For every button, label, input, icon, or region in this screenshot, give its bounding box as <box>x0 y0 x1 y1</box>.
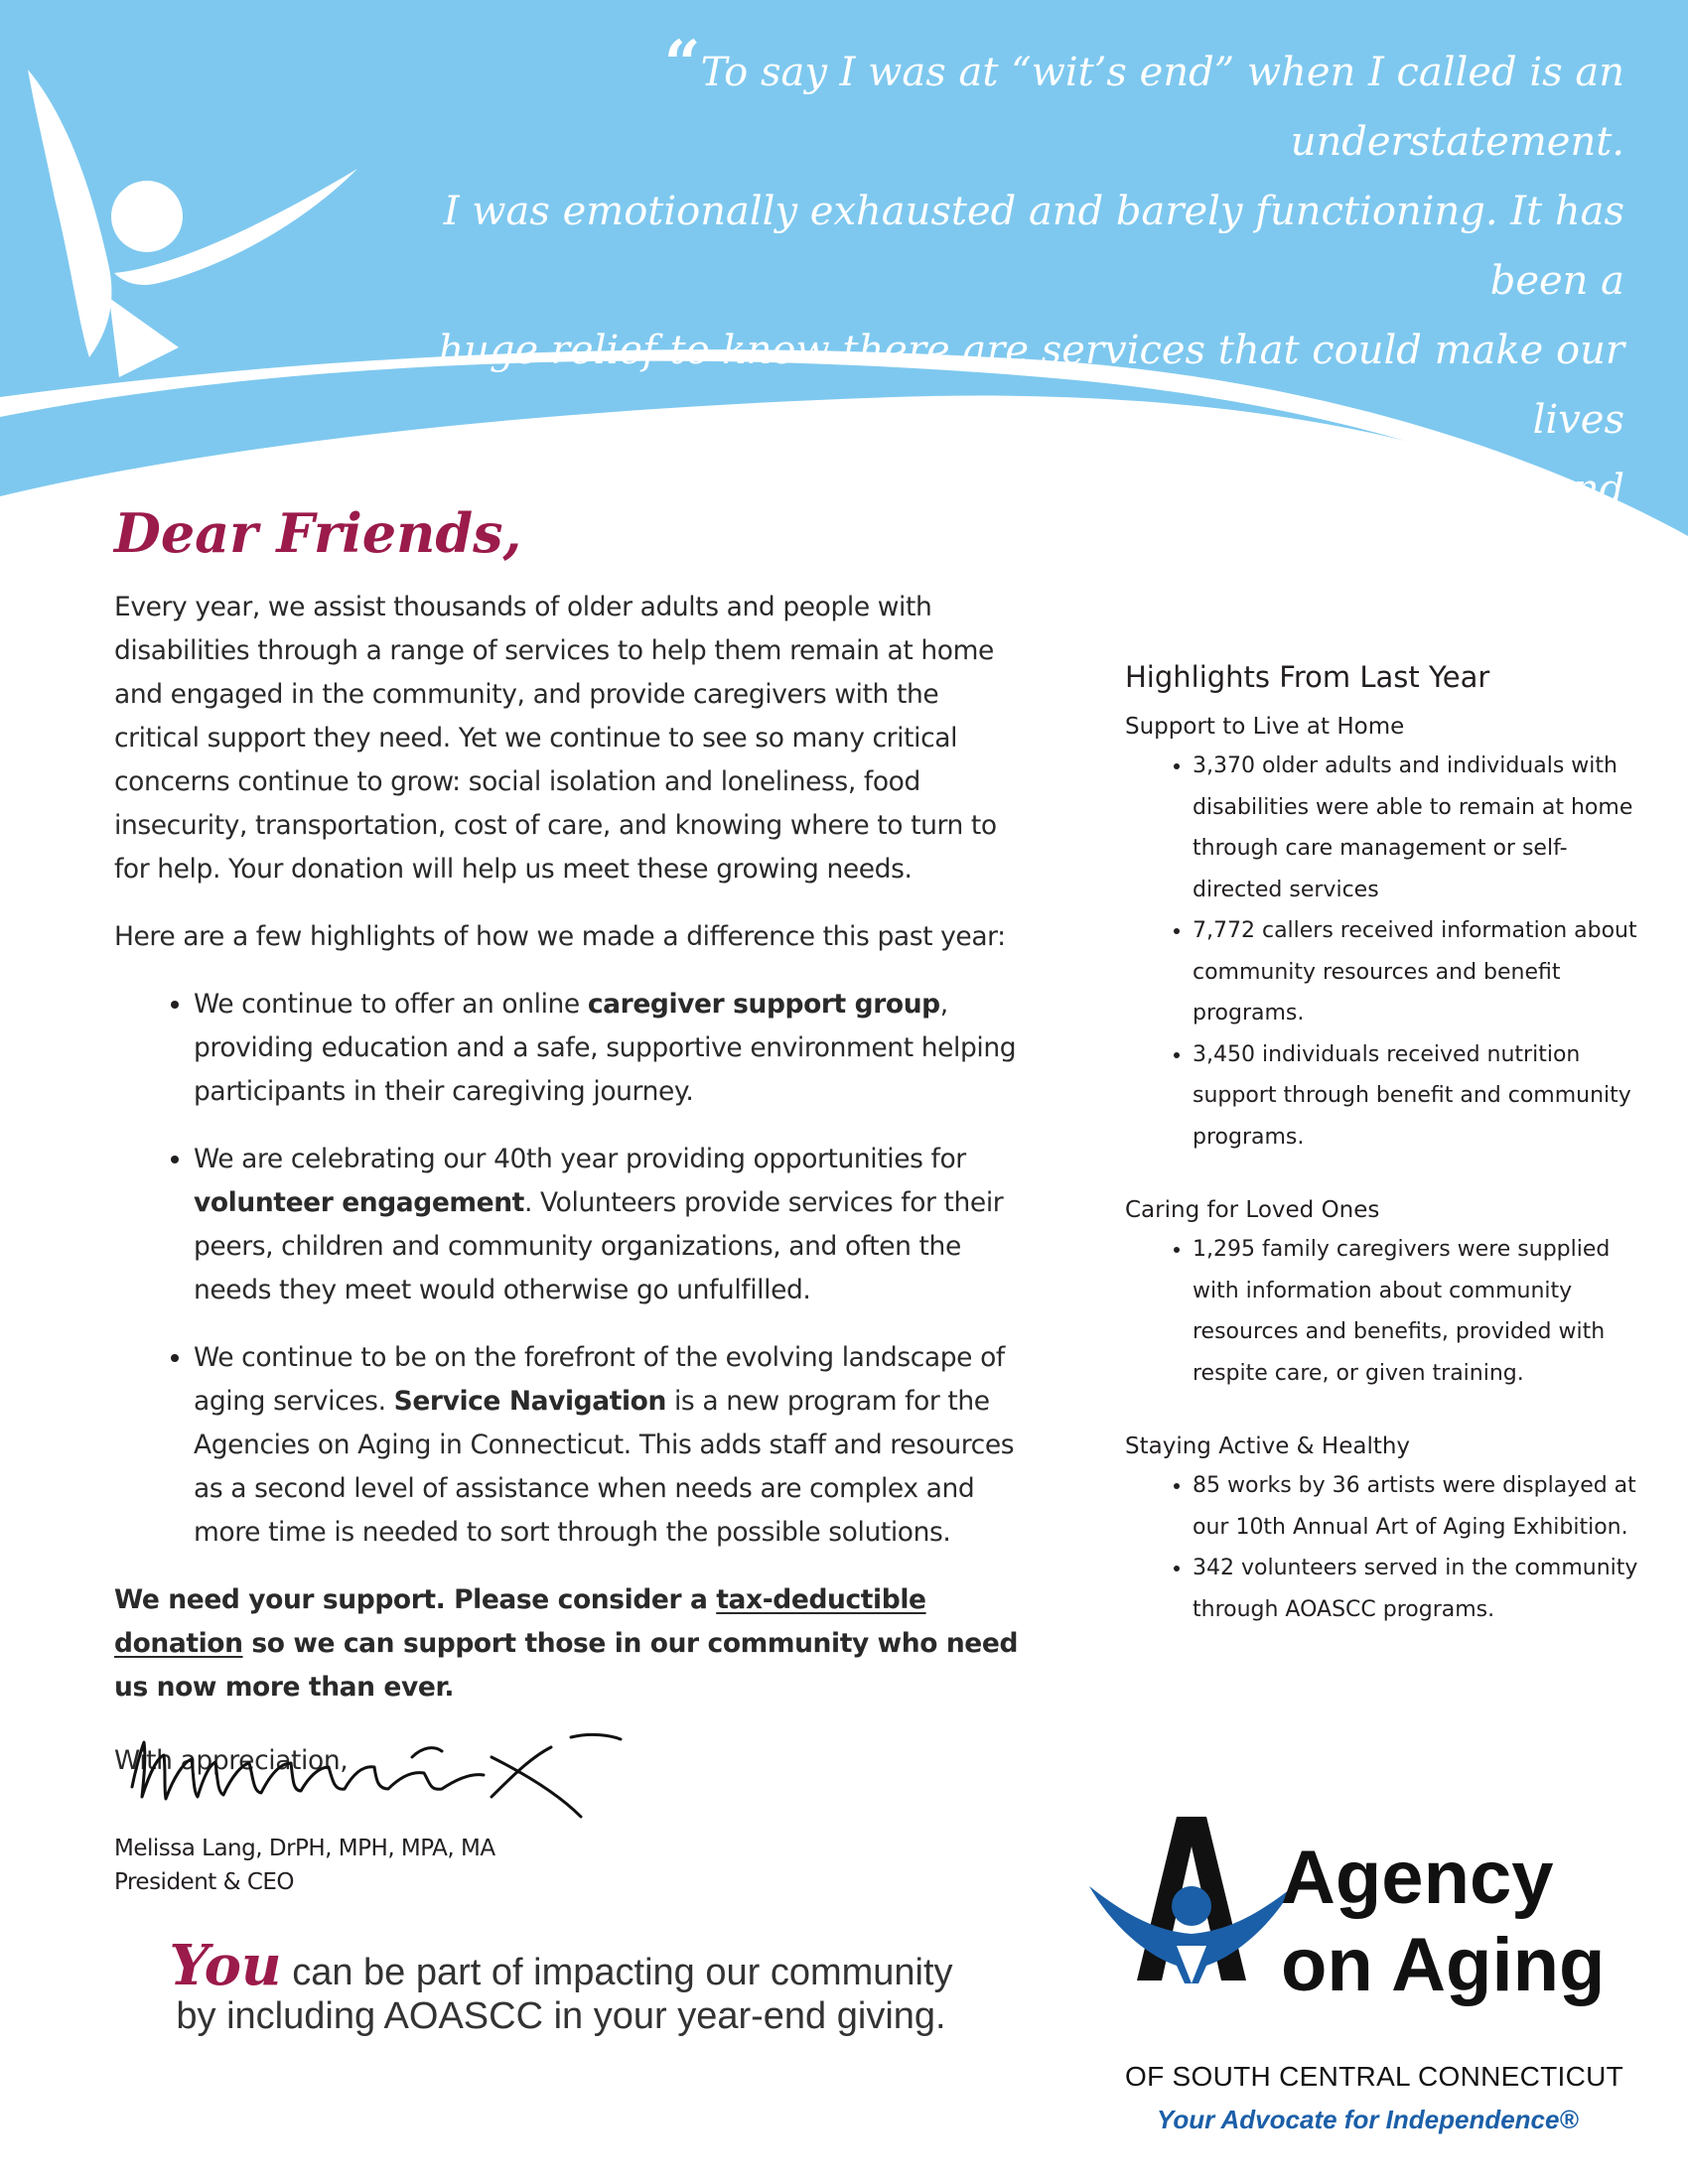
section-heading-caring: Caring for Loved Ones <box>1125 1197 1380 1223</box>
highlight-bold: caregiver support group <box>587 989 940 1020</box>
quote-line-4: much less stressful. I am beginning to regain my sanity and <box>420 467 1624 512</box>
section-list-active <box>1125 1465 1651 1630</box>
section-list-caring <box>1125 1229 1651 1394</box>
signer-title: President & CEO <box>114 1869 295 1895</box>
salutation: Dear Friends, <box>114 501 522 565</box>
highlights-sidebar <box>1125 660 1651 1670</box>
list-item: • We continue to offer an online caregiver support group, providing education and a safe, supportive environment helping participants in their caregiving journey. <box>194 983 1028 1114</box>
list-item: • 85 works by 36 artists were displayed at our 10th Annual Art of Aging Exhibition. <box>1193 1465 1651 1548</box>
highlights-intro: Here are a few highlights of how we made a difference this past year: <box>114 921 1006 952</box>
section-heading-active: Staying Active & Healthy <box>1125 1433 1411 1459</box>
signer-block <box>114 1832 495 1899</box>
testimonial-quote <box>353 27 1624 671</box>
signer-name: Melissa Lang, DrPH, MPH, MPA, MA <box>114 1836 495 1861</box>
call-to-action <box>129 1933 993 2038</box>
list-item: • 7,772 callers received information about community resources and benefit programs. <box>1193 910 1651 1034</box>
cta-line-1: You can be part of impacting our community <box>169 1933 953 1998</box>
donation-appeal: We need your support. Please consider a tax-deductible donation so we can support those in our community who need us now more than ever. <box>114 1584 1019 1703</box>
list-item: • 1,295 family caregivers were supplied with information about community resources and benefits, provided with respite care, or given training. <box>1193 1229 1651 1394</box>
highlights-list <box>114 983 1028 1555</box>
quote-line-5: peace of mind myself, thanks to <box>985 536 1624 582</box>
logo-line-1: Agency <box>1281 1836 1554 1920</box>
quote-open-mark: “ <box>663 27 701 101</box>
closing: With appreciation, <box>114 1745 349 1776</box>
highlight-bold: Service Navigation <box>393 1386 666 1417</box>
list-item: • 342 volunteers served in the community through AOASCC programs. <box>1193 1548 1651 1630</box>
highlight-bold: volunteer engagement <box>194 1187 524 1218</box>
section-list-support <box>1125 746 1651 1158</box>
list-item: • 3,450 individuals received nutrition support through benefit and community programs. <box>1193 1034 1651 1159</box>
quote-line-3: huge relief to know there are services that could make our lives <box>438 328 1624 443</box>
donation-link[interactable]: tax-deductible donation <box>114 1584 926 1659</box>
quote-close-mark: ” <box>1588 591 1624 665</box>
letter-intro: Every year, we assist thousands of older adults and people with disabilities through a range of services to help them remain at home and engaged in the community, and provide caregivers with the critical support they need. Yet we continue to see so many critical concerns continue to grow: social isolation and loneliness, food insecurity, transportation, cost of care, and knowing where to turn to for help. Your donation will help us meet these growing needs. <box>114 592 997 885</box>
cta-you: You <box>169 1933 282 1998</box>
logo-wordmark <box>1281 1835 1605 2009</box>
quote-line-6: everyone at AOASCC. ” <box>1137 591 1624 665</box>
list-item: • We continue to be on the forefront of the evolving landscape of aging services. Service Navigation is a new program for the Agencies on Aging in Connecticut. This adds staff and resources as a second level of assistance when needs are complex and more time is needed to sort through the possible solutions. <box>194 1336 1028 1555</box>
list-item: • 3,370 older adults and individuals with disabilities were able to remain at home through care management or self-directed services <box>1193 746 1651 910</box>
sidebar-title: Highlights From Last Year <box>1125 660 1490 694</box>
letter-body <box>114 586 1028 1807</box>
logo-subtitle: OF SOUTH CENTRAL CONNECTICUT <box>1125 2061 1624 2092</box>
section-heading-support: Support to Live at Home <box>1125 714 1405 740</box>
signature-image <box>114 1717 631 1827</box>
quote-line-2: I was emotionally exhausted and barely functioning. It has been a <box>443 189 1624 304</box>
logo-line-2: on Aging <box>1281 1923 1606 2007</box>
logo-tagline: Your Advocate for Independence® <box>1157 2105 1579 2134</box>
quote-line-1: “To say I was at “wit’s end” when I called is an understatement. <box>663 27 1624 165</box>
list-item: • We are celebrating our 40th year providing opportunities for volunteer engagement. Volunteers provide services for their peers, children and community organizations, and often the needs they meet would otherwise go unfulfilled. <box>194 1138 1028 1312</box>
cta-line-2: by including AOASCC in your year-end giving. <box>176 1995 946 2037</box>
